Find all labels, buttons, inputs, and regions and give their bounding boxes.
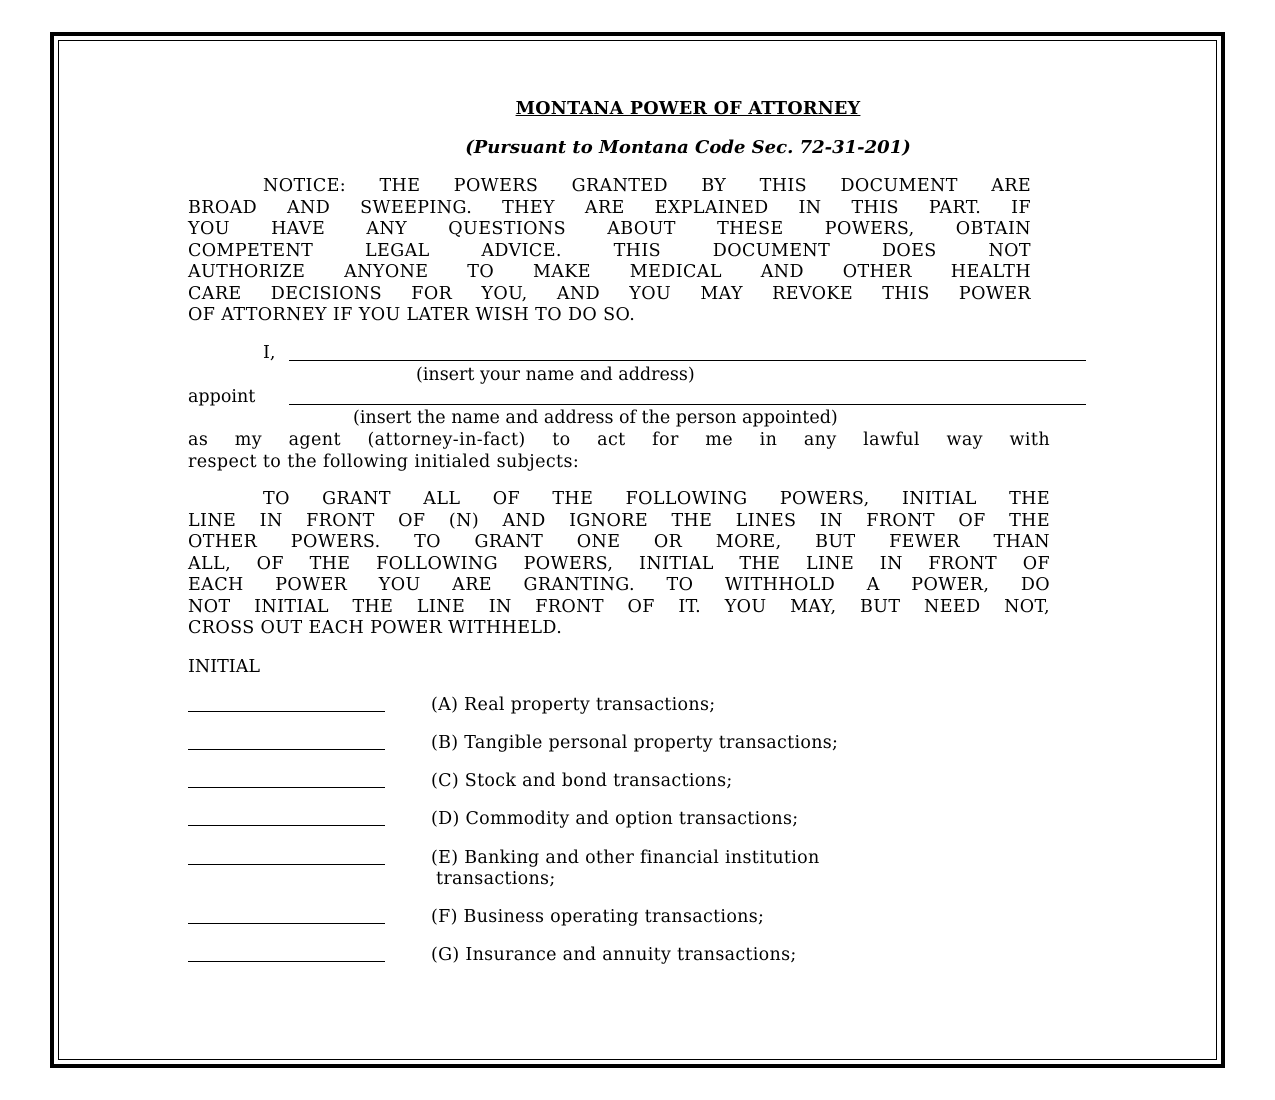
instruction-line: EACH POWER YOU ARE GRANTING. TO WITHHOLD A POWER, DO: [188, 575, 1050, 595]
i-label: I,: [263, 343, 276, 363]
power-a: (A) Real property transactions;: [431, 695, 716, 715]
agent-line: respect to the following initialed subjects:: [188, 451, 580, 472]
power-c: (C) Stock and bond transactions;: [431, 771, 733, 791]
notice-line: CARE DECISIONS FOR YOU, AND YOU MAY REVOKE THIS POWER: [188, 283, 1031, 304]
notice-line: OF ATTORNEY IF YOU LATER WISH TO DO SO.: [188, 305, 636, 325]
notice-paragraph: [188, 176, 1031, 327]
initial-field-g[interactable]: [188, 961, 385, 962]
initial-field-b[interactable]: [188, 749, 385, 750]
notice-line: BROAD AND SWEEPING. THEY ARE EXPLAINED IN THIS PART. IF: [188, 197, 1031, 218]
instruction-paragraph: [188, 489, 1050, 640]
instruction-line: OTHER POWERS. TO GRANT ONE OR MORE, BUT FEWER THAN: [188, 532, 1050, 552]
agent-line: as my agent (attorney-in-fact) to act for me in any lawful way with: [188, 430, 1050, 450]
power-f: (F) Business operating transactions;: [431, 907, 765, 927]
instruction-line: TO GRANT ALL OF THE FOLLOWING POWERS, INITIAL THE: [263, 489, 1050, 509]
initial-field-e[interactable]: [188, 864, 385, 865]
power-e: (E) Banking and other financial institution: [431, 848, 820, 868]
instruction-line: NOT INITIAL THE LINE IN FRONT OF IT. YOU MAY, BUT NEED NOT,: [188, 596, 1050, 617]
agent-paragraph: [188, 430, 1050, 473]
name-hint: (insert your name and address): [416, 365, 695, 385]
instruction-line: CROSS OUT EACH POWER WITHHELD.: [188, 618, 563, 638]
instruction-line: ALL, OF THE FOLLOWING POWERS, INITIAL THE LINE IN FRONT OF: [188, 553, 1050, 574]
power-d: (D) Commodity and option transactions;: [431, 809, 799, 829]
document-title: MONTANA POWER OF ATTORNEY: [515, 99, 861, 119]
notice-line: YOU HAVE ANY QUESTIONS ABOUT THESE POWERS, OBTAIN: [188, 219, 1031, 239]
initial-field-f[interactable]: [188, 923, 385, 924]
document-subtitle: (Pursuant to Montana Code Sec. 72-31-201): [465, 137, 911, 158]
power-g: (G) Insurance and annuity transactions;: [431, 945, 797, 965]
notice-line: NOTICE: THE POWERS GRANTED BY THIS DOCUMENT ARE: [263, 176, 1031, 196]
initial-field-a[interactable]: [188, 711, 385, 712]
agent-name-field[interactable]: [289, 404, 1086, 405]
instruction-line: LINE IN FRONT OF (N) AND IGNORE THE LINES IN FRONT OF THE: [188, 510, 1050, 531]
principal-name-field[interactable]: [289, 360, 1086, 361]
power-e-continuation: transactions;: [436, 869, 556, 889]
initial-field-c[interactable]: [188, 787, 385, 788]
notice-line: COMPETENT LEGAL ADVICE. THIS DOCUMENT DOES NOT: [188, 240, 1031, 261]
notice-line: AUTHORIZE ANYONE TO MAKE MEDICAL AND OTHER HEALTH: [188, 262, 1031, 282]
initial-heading: INITIAL: [188, 657, 260, 677]
appointee-hint: (insert the name and address of the person appointed): [353, 408, 838, 428]
appoint-label: appoint: [188, 387, 256, 407]
initial-field-d[interactable]: [188, 825, 385, 826]
power-b: (B) Tangible personal property transactions;: [431, 733, 839, 753]
